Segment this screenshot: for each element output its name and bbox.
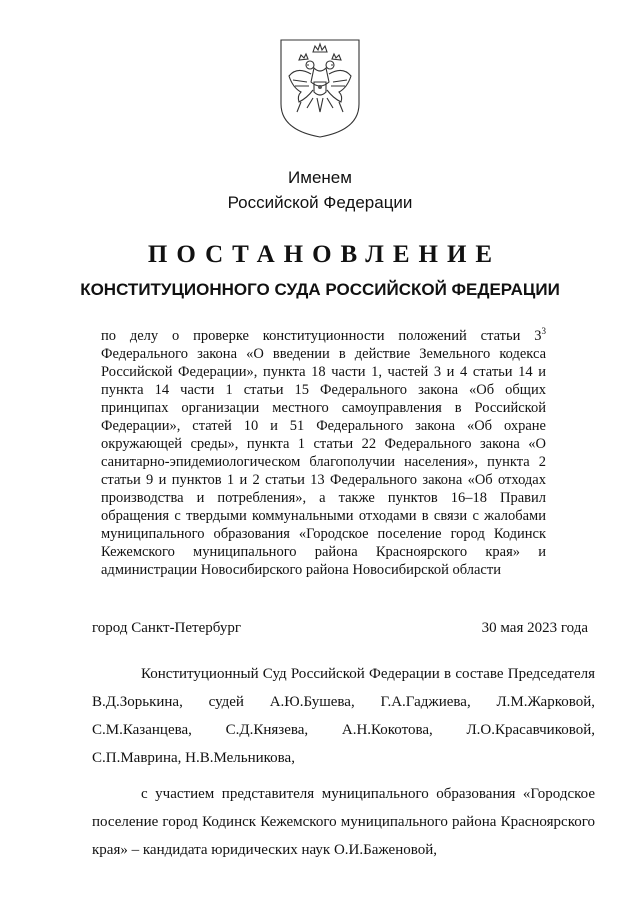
paragraph-participants: с участием представителя муниципального образования «Городское поселение город Кодинск Кежемского муниципального района Красноярского края» – кандидата юридических наук О.И.Баженовой, <box>92 786 595 858</box>
date-of-issue: 30 мая 2023 года <box>481 620 588 636</box>
case-description <box>101 327 546 579</box>
document-subtitle: КОНСТИТУЦИОННОГО СУДА РОССИЙСКОЙ ФЕДЕРАЦИИ <box>80 280 560 299</box>
russian-coat-of-arms-icon <box>277 38 363 138</box>
heading-russian-federation: Российской Федерации <box>227 193 413 212</box>
case-text-part2: Федерального закона «О введении в действие Земельного кодекса Российской Федерации», пункта 18 части 1, частей 3 и 4 статьи 14 и пункта 14 части 1 статьи 15 Федерального закона «Об общих принципах организации местного самоуправления в Российской Федерации», статей 10 и 51 Федерального закона «Об охране окружающей среды», пункта 1 статьи 22 Федерального закона «О санитарно-эпидемиологическом благополучии населения», пункта 2 статьи 9 и пунктов 1 и 2 статьи 13 Федерального закона «Об отходах производства и потребления», а также пунктов 16–18 Правил обращения с твердыми коммунальными отходами в связи с жалобами муниципального образования «Городское поселение город Кодинск Кежемского муниципального района Красноярского края» и администрации Новосибирского района Новосибирской области <box>101 346 546 578</box>
document-title: ПОСТАНОВЛЕНИЕ <box>147 241 502 268</box>
place-of-issue: город Санкт-Петербург <box>92 620 241 636</box>
case-text-part1: по делу о проверке конституционности положений статьи 3 <box>101 328 542 344</box>
document-body <box>92 660 595 864</box>
heading-in-the-name-of: Именем <box>288 168 352 187</box>
paragraph-court-composition: Конституционный Суд Российской Федерации в составе Председателя В.Д.Зорькина, судей А.Ю.Бушева, Г.А.Гаджиева, Л.М.Жарковой, С.М.Казанцева, С.Д.Князева, А.Н.Кокотова, Л.О.Красавчиковой, С.П.Маврина, Н.В.Мельникова, <box>92 666 595 766</box>
paragraph-gap <box>92 772 595 780</box>
case-superscript: 3 <box>541 326 546 336</box>
